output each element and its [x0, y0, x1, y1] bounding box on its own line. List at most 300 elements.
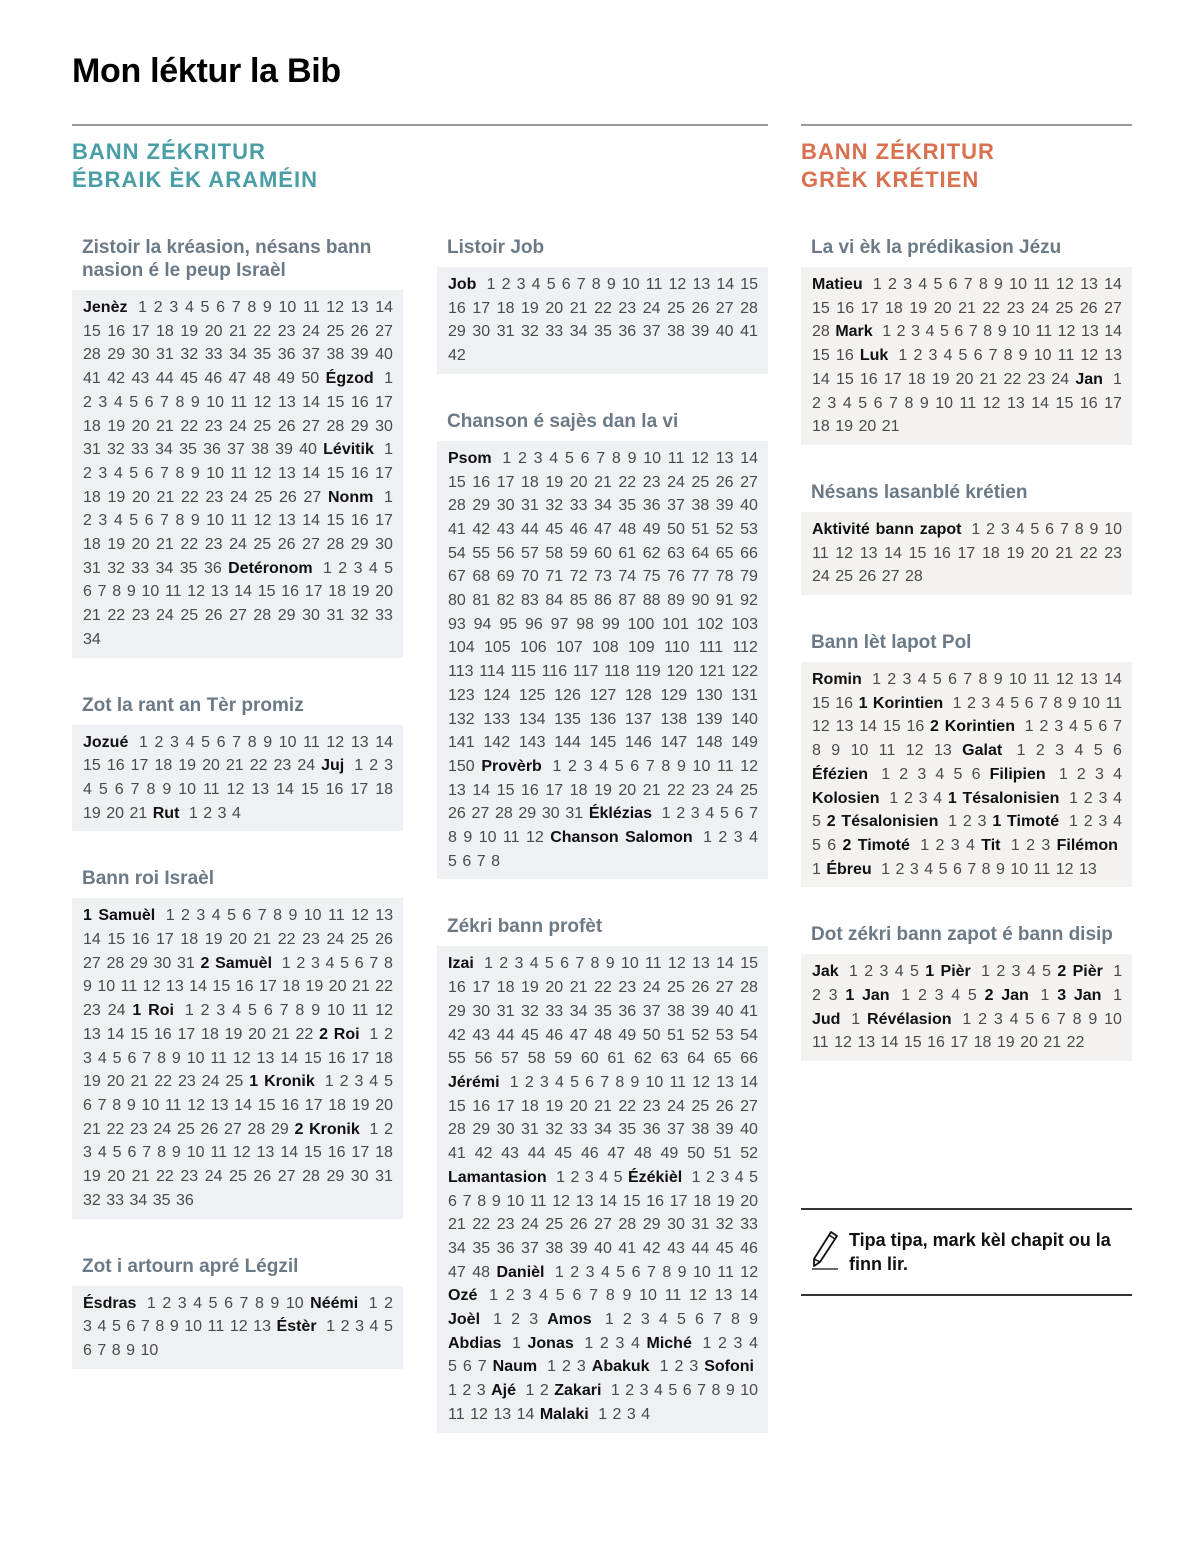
- chapter-number[interactable]: 89: [667, 592, 685, 610]
- chapter-number[interactable]: 46: [204, 370, 223, 388]
- chapter-number[interactable]: 5: [564, 449, 574, 467]
- chapter-number[interactable]: 1: [547, 1358, 557, 1376]
- chapter-number[interactable]: 41: [448, 520, 466, 538]
- chapter-number[interactable]: 124: [483, 686, 511, 704]
- chapter-number[interactable]: 17: [350, 780, 369, 798]
- chapter-number[interactable]: 8: [157, 1049, 166, 1067]
- chapter-number[interactable]: 17: [883, 370, 902, 388]
- chapter-number[interactable]: 13: [83, 1025, 101, 1043]
- chapter-number[interactable]: 82: [496, 592, 515, 610]
- chapter-number[interactable]: 16: [521, 781, 539, 799]
- chapter-number[interactable]: 1: [703, 829, 712, 847]
- chapter-number[interactable]: 6: [973, 347, 983, 365]
- chapter-number[interactable]: 23: [496, 1216, 515, 1234]
- chapter-number[interactable]: 41: [740, 1002, 758, 1020]
- chapter-number[interactable]: 122: [731, 663, 759, 681]
- chapter-number[interactable]: 21: [229, 322, 247, 340]
- chapter-number[interactable]: 24: [302, 322, 320, 340]
- chapter-number[interactable]: 17: [258, 978, 277, 996]
- chapter-number[interactable]: 7: [1038, 694, 1048, 712]
- chapter-number[interactable]: 19: [107, 488, 126, 506]
- chapter-number[interactable]: 4: [97, 1318, 107, 1336]
- chapter-number[interactable]: 6: [462, 1358, 472, 1376]
- chapter-number[interactable]: 5: [570, 1073, 579, 1091]
- chapter-number[interactable]: 11: [210, 1144, 227, 1162]
- chapter-number[interactable]: 23: [180, 1168, 199, 1186]
- chapter-number[interactable]: 5: [939, 323, 949, 341]
- chapter-number[interactable]: 29: [472, 1121, 491, 1139]
- chapter-number[interactable]: 4: [369, 1318, 379, 1336]
- chapter-number[interactable]: 2: [203, 804, 213, 822]
- chapter-number[interactable]: 11: [302, 299, 320, 316]
- chapter-number[interactable]: 22: [1003, 370, 1022, 388]
- chapter-number[interactable]: 34: [83, 630, 101, 648]
- chapter-number[interactable]: 39: [275, 441, 293, 459]
- chapter-number[interactable]: 18: [496, 299, 515, 317]
- chapter-number[interactable]: 20: [375, 583, 394, 601]
- chapter-number[interactable]: 8: [904, 394, 914, 412]
- chapter-number[interactable]: 12: [982, 394, 1001, 412]
- chapter-number[interactable]: 5: [227, 907, 236, 925]
- chapter-number[interactable]: 2: [888, 276, 897, 293]
- chapter-number[interactable]: 40: [715, 1002, 734, 1020]
- chapter-number[interactable]: 4: [842, 394, 852, 412]
- chapter-number[interactable]: 6: [448, 1192, 457, 1210]
- chapter-number[interactable]: 111: [698, 639, 724, 657]
- chapter-number[interactable]: 5: [1010, 694, 1020, 712]
- chapter-number[interactable]: 13: [1080, 323, 1099, 341]
- chapter-number[interactable]: 1: [188, 804, 198, 822]
- chapter-number[interactable]: 28: [448, 497, 466, 515]
- chapter-number[interactable]: 10: [740, 1382, 759, 1400]
- chapter-number[interactable]: 1: [369, 1025, 379, 1043]
- chapter-number[interactable]: 54: [448, 544, 466, 562]
- chapter-number[interactable]: 5: [1042, 963, 1052, 981]
- chapter-number[interactable]: 14: [375, 733, 394, 751]
- chapter-number[interactable]: 6: [1041, 1010, 1051, 1028]
- chapter-number[interactable]: 3: [639, 1382, 649, 1400]
- chapter-number[interactable]: 44: [527, 1145, 546, 1163]
- chapter-number[interactable]: 8: [247, 733, 257, 751]
- chapter-number[interactable]: 16: [835, 694, 854, 712]
- chapter-number[interactable]: 13: [277, 464, 296, 482]
- chapter-number[interactable]: 46: [545, 1026, 564, 1044]
- chapter-number[interactable]: 5: [448, 852, 457, 870]
- chapter-number[interactable]: 20: [132, 488, 150, 506]
- chapter-number[interactable]: 10: [186, 1049, 205, 1067]
- chapter-number[interactable]: 95: [499, 615, 518, 633]
- chapter-number[interactable]: 7: [160, 464, 169, 482]
- chapter-number[interactable]: 4: [193, 1294, 203, 1312]
- chapter-number[interactable]: 14: [375, 299, 394, 316]
- chapter-number[interactable]: 13: [716, 1073, 734, 1091]
- chapter-number[interactable]: 10: [1009, 276, 1027, 293]
- chapter-number[interactable]: 22: [180, 536, 199, 554]
- chapter-number[interactable]: 9: [622, 1287, 632, 1305]
- chapter-number[interactable]: 2: [1039, 718, 1049, 736]
- chapter-number[interactable]: 11: [664, 1287, 682, 1305]
- chapter-number[interactable]: 26: [277, 417, 296, 435]
- chapter-number[interactable]: 63: [667, 544, 685, 562]
- chapter-number[interactable]: 35: [152, 1191, 171, 1209]
- chapter-number[interactable]: 13: [277, 393, 296, 411]
- chapter-number[interactable]: 25: [225, 1073, 244, 1091]
- chapter-number[interactable]: 26: [715, 1097, 734, 1115]
- chapter-number[interactable]: 6: [1045, 520, 1055, 538]
- chapter-number[interactable]: 11: [717, 1263, 734, 1281]
- chapter-number[interactable]: 15: [130, 1025, 149, 1043]
- chapter-number[interactable]: 5: [967, 987, 977, 1005]
- chapter-number[interactable]: 9: [997, 323, 1007, 341]
- chapter-number[interactable]: 1: [448, 1382, 457, 1400]
- chapter-number[interactable]: 115: [510, 663, 536, 681]
- chapter-number[interactable]: 15: [83, 322, 101, 340]
- chapter-number[interactable]: 19: [521, 299, 539, 317]
- chapter-number[interactable]: 9: [126, 583, 136, 601]
- chapter-number[interactable]: 7: [257, 907, 267, 925]
- chapter-number[interactable]: 9: [606, 276, 616, 293]
- chapter-number[interactable]: 10: [140, 1341, 159, 1359]
- chapter-number[interactable]: 14: [234, 583, 253, 601]
- chapter-number[interactable]: 17: [669, 1192, 688, 1210]
- chapter-number[interactable]: 8: [590, 955, 600, 973]
- chapter-number[interactable]: 1: [493, 1311, 503, 1329]
- chapter-number[interactable]: 12: [1057, 323, 1076, 341]
- chapter-number[interactable]: 39: [691, 323, 710, 341]
- chapter-number[interactable]: 4: [925, 323, 935, 341]
- chapter-number[interactable]: 13: [493, 1405, 512, 1423]
- chapter-number[interactable]: 17: [304, 1096, 323, 1114]
- chapter-number[interactable]: 28: [247, 1120, 266, 1138]
- chapter-number[interactable]: 22: [249, 757, 268, 775]
- chapter-number[interactable]: 4: [1068, 718, 1078, 736]
- chapter-number[interactable]: 24: [153, 1120, 172, 1138]
- chapter-number[interactable]: 19: [178, 757, 197, 775]
- chapter-number[interactable]: 16: [350, 512, 369, 530]
- chapter-number[interactable]: 83: [521, 592, 539, 610]
- chapter-number[interactable]: 150: [448, 757, 475, 775]
- chapter-number[interactable]: 4: [1015, 520, 1025, 538]
- chapter-number[interactable]: 11: [1033, 276, 1050, 293]
- chapter-number[interactable]: 21: [156, 488, 175, 506]
- chapter-number[interactable]: 11: [645, 276, 663, 293]
- chapter-number[interactable]: 4: [1113, 789, 1122, 807]
- chapter-number[interactable]: 22: [618, 473, 637, 491]
- chapter-number[interactable]: 8: [112, 583, 122, 601]
- chapter-number[interactable]: 7: [963, 671, 973, 689]
- chapter-number[interactable]: 7: [239, 1294, 249, 1312]
- chapter-number[interactable]: 15: [448, 1097, 466, 1115]
- chapter-number[interactable]: 109: [628, 639, 655, 657]
- chapter-number[interactable]: 10: [645, 1073, 664, 1091]
- chapter-number[interactable]: 38: [545, 1239, 564, 1257]
- chapter-number[interactable]: 13: [692, 276, 711, 293]
- chapter-number[interactable]: 8: [615, 1073, 625, 1091]
- chapter-number[interactable]: 35: [618, 1121, 637, 1139]
- chapter-number[interactable]: 66: [740, 544, 758, 562]
- chapter-number[interactable]: 10: [141, 583, 160, 601]
- chapter-number[interactable]: 12: [834, 1034, 852, 1052]
- chapter-number[interactable]: 13: [256, 1049, 275, 1067]
- chapter-number[interactable]: 8: [111, 1341, 121, 1359]
- chapter-number[interactable]: 5: [1030, 520, 1040, 538]
- chapter-number[interactable]: 3: [690, 805, 700, 823]
- chapter-number[interactable]: 12: [905, 742, 924, 760]
- chapter-number[interactable]: 42: [642, 1239, 661, 1257]
- chapter-number[interactable]: 3: [1041, 836, 1051, 854]
- chapter-number[interactable]: 15: [304, 1144, 322, 1162]
- chapter-number[interactable]: 101: [662, 615, 689, 633]
- chapter-number[interactable]: 76: [667, 568, 685, 586]
- chapter-number[interactable]: 27: [302, 417, 320, 435]
- chapter-number[interactable]: 130: [695, 686, 723, 704]
- chapter-number[interactable]: 55: [448, 1050, 466, 1068]
- chapter-number[interactable]: 2: [718, 829, 728, 847]
- chapter-number[interactable]: 47: [607, 1145, 626, 1163]
- chapter-number[interactable]: 6: [83, 1341, 92, 1359]
- chapter-number[interactable]: 7: [279, 1002, 289, 1020]
- chapter-number[interactable]: 23: [618, 979, 637, 997]
- chapter-number[interactable]: 24: [521, 1216, 539, 1234]
- chapter-number[interactable]: 21: [958, 299, 976, 317]
- chapter-number[interactable]: 10: [1012, 323, 1030, 341]
- chapter-number[interactable]: 10: [303, 907, 322, 925]
- chapter-number[interactable]: 33: [375, 607, 393, 625]
- chapter-number[interactable]: 9: [725, 1382, 735, 1400]
- chapter-number[interactable]: 99: [601, 615, 620, 633]
- chapter-number[interactable]: 16: [235, 978, 254, 996]
- chapter-number[interactable]: 2: [812, 987, 821, 1005]
- chapter-number[interactable]: 2: [296, 954, 306, 972]
- chapter-number[interactable]: 1: [1068, 813, 1078, 831]
- chapter-number[interactable]: 60: [594, 544, 612, 562]
- chapter-number[interactable]: 6: [144, 512, 154, 530]
- chapter-number[interactable]: 1: [1010, 836, 1020, 854]
- chapter-number[interactable]: 6: [572, 1287, 582, 1305]
- chapter-number[interactable]: 4: [933, 789, 943, 807]
- chapter-number[interactable]: 32: [107, 441, 125, 459]
- chapter-number[interactable]: 44: [691, 1239, 710, 1257]
- chapter-number[interactable]: 29: [107, 346, 126, 364]
- chapter-number[interactable]: 48: [594, 1026, 612, 1044]
- chapter-number[interactable]: 5: [384, 1073, 394, 1091]
- chapter-number[interactable]: 5: [208, 1294, 218, 1312]
- chapter-number[interactable]: 12: [326, 733, 345, 751]
- chapter-number[interactable]: 4: [549, 449, 559, 467]
- chapter-number[interactable]: 42: [448, 1026, 466, 1044]
- chapter-number[interactable]: 6: [631, 1263, 641, 1281]
- chapter-number[interactable]: 13: [256, 1144, 275, 1162]
- chapter-number[interactable]: 22: [375, 978, 393, 996]
- chapter-number[interactable]: 56: [474, 1050, 493, 1068]
- chapter-number[interactable]: 1: [146, 1294, 156, 1312]
- chapter-number[interactable]: 39: [350, 346, 369, 364]
- chapter-number[interactable]: 19: [594, 781, 612, 799]
- chapter-number[interactable]: 19: [521, 979, 539, 997]
- chapter-number[interactable]: 22: [594, 979, 612, 997]
- chapter-number[interactable]: 13: [692, 955, 710, 973]
- chapter-number[interactable]: 2: [83, 512, 92, 530]
- chapter-number[interactable]: 11: [448, 1405, 465, 1423]
- chapter-number[interactable]: 23: [691, 781, 710, 799]
- chapter-number[interactable]: 43: [496, 520, 515, 538]
- chapter-number[interactable]: 79: [740, 568, 758, 586]
- chapter-number[interactable]: 32: [545, 1121, 564, 1139]
- chapter-number[interactable]: 3: [170, 733, 179, 751]
- chapter-number[interactable]: 4: [1074, 742, 1084, 760]
- chapter-number[interactable]: 18: [156, 322, 174, 340]
- chapter-number[interactable]: 14: [1104, 276, 1122, 293]
- chapter-number[interactable]: 13: [835, 718, 854, 736]
- chapter-number[interactable]: 6: [560, 955, 570, 973]
- chapter-number[interactable]: 5: [248, 1002, 257, 1020]
- chapter-number[interactable]: 4: [113, 393, 123, 411]
- chapter-number[interactable]: 29: [448, 323, 466, 341]
- chapter-number[interactable]: 15: [496, 781, 515, 799]
- chapter-number[interactable]: 1: [384, 370, 394, 388]
- chapter-number[interactable]: 9: [263, 733, 273, 751]
- chapter-number[interactable]: 35: [594, 1002, 612, 1020]
- chapter-number[interactable]: 9: [190, 464, 200, 482]
- chapter-number[interactable]: 27: [740, 473, 758, 491]
- chapter-number[interactable]: 12: [226, 780, 245, 798]
- chapter-number[interactable]: 4: [113, 464, 123, 482]
- chapter-number[interactable]: 31: [375, 1168, 393, 1186]
- chapter-number[interactable]: 14: [740, 449, 759, 467]
- chapter-number[interactable]: 27: [715, 979, 734, 997]
- chapter-number[interactable]: 35: [618, 497, 637, 515]
- chapter-number[interactable]: 7: [749, 805, 759, 823]
- chapter-number[interactable]: 25: [229, 1168, 247, 1186]
- chapter-number[interactable]: 22: [181, 488, 199, 506]
- chapter-number[interactable]: 12: [253, 393, 272, 411]
- chapter-number[interactable]: 44: [521, 520, 539, 538]
- chapter-number[interactable]: 11: [230, 512, 248, 530]
- chapter-number[interactable]: 12: [812, 718, 830, 736]
- chapter-number[interactable]: 10: [935, 394, 954, 412]
- chapter-number[interactable]: 1: [1113, 370, 1122, 388]
- chapter-number[interactable]: 1: [1058, 765, 1068, 783]
- chapter-number[interactable]: 133: [483, 710, 511, 728]
- chapter-number[interactable]: 5: [616, 1263, 626, 1281]
- chapter-number[interactable]: 8: [491, 852, 500, 870]
- chapter-number[interactable]: 7: [462, 1192, 472, 1210]
- chapter-number[interactable]: 4: [113, 512, 123, 530]
- chapter-number[interactable]: 20: [204, 322, 223, 340]
- chapter-number[interactable]: 6: [580, 449, 590, 467]
- chapter-number[interactable]: 25: [1055, 299, 1074, 317]
- chapter-number[interactable]: 16: [350, 393, 369, 411]
- chapter-number[interactable]: 5: [812, 836, 821, 854]
- chapter-number[interactable]: 18: [693, 1192, 712, 1210]
- chapter-number[interactable]: 4: [369, 1073, 379, 1091]
- chapter-number[interactable]: 10: [1104, 1010, 1122, 1028]
- chapter-number[interactable]: 5: [112, 1144, 122, 1162]
- chapter-number[interactable]: 4: [995, 694, 1005, 712]
- chapter-number[interactable]: 1: [584, 1334, 594, 1352]
- chapter-number[interactable]: 18: [885, 299, 903, 317]
- chapter-number[interactable]: 15: [300, 780, 319, 798]
- chapter-number[interactable]: 17: [375, 512, 393, 530]
- chapter-number[interactable]: 37: [302, 346, 320, 364]
- chapter-number[interactable]: 1: [384, 488, 393, 506]
- chapter-number[interactable]: 23: [618, 299, 637, 317]
- chapter-number[interactable]: 49: [618, 1026, 637, 1044]
- chapter-number[interactable]: 23: [1027, 370, 1046, 388]
- chapter-number[interactable]: 116: [541, 663, 568, 681]
- chapter-number[interactable]: 4: [734, 1168, 744, 1186]
- chapter-number[interactable]: 3: [733, 829, 743, 847]
- chapter-number[interactable]: 4: [368, 559, 378, 577]
- chapter-number[interactable]: 59: [569, 544, 588, 562]
- chapter-number[interactable]: 36: [277, 346, 296, 364]
- chapter-number[interactable]: 9: [993, 671, 1003, 689]
- chapter-number[interactable]: 21: [594, 1097, 612, 1115]
- chapter-number[interactable]: 22: [156, 1168, 174, 1186]
- chapter-number[interactable]: 1: [184, 1002, 194, 1020]
- chapter-number[interactable]: 32: [521, 323, 539, 341]
- chapter-number[interactable]: 25: [177, 1120, 195, 1138]
- chapter-number[interactable]: 2: [384, 1294, 394, 1312]
- chapter-number[interactable]: 24: [297, 757, 316, 775]
- chapter-number[interactable]: 11: [667, 449, 685, 467]
- chapter-number[interactable]: 2: [962, 813, 972, 831]
- chapter-number[interactable]: 12: [187, 1096, 206, 1114]
- chapter-number[interactable]: 11: [164, 1096, 182, 1114]
- chapter-number[interactable]: 3: [98, 464, 108, 482]
- chapter-number[interactable]: 16: [327, 1049, 346, 1067]
- chapter-number[interactable]: 86: [594, 592, 612, 610]
- chapter-number[interactable]: 5: [614, 757, 624, 775]
- chapter-number[interactable]: 1: [659, 1358, 669, 1376]
- chapter-number[interactable]: 51: [667, 1026, 685, 1044]
- chapter-number[interactable]: 3: [83, 1049, 92, 1067]
- chapter-number[interactable]: 14: [276, 780, 294, 798]
- chapter-number[interactable]: 2: [570, 1263, 580, 1281]
- chapter-number[interactable]: 19: [83, 804, 101, 822]
- chapter-number[interactable]: 8: [157, 1144, 166, 1162]
- chapter-number[interactable]: 3: [583, 757, 593, 775]
- chapter-number[interactable]: 2: [1083, 789, 1093, 807]
- chapter-number[interactable]: 15: [740, 276, 759, 293]
- chapter-number[interactable]: 29: [642, 1216, 661, 1234]
- chapter-number[interactable]: 4: [951, 987, 961, 1005]
- chapter-number[interactable]: 12: [1056, 276, 1074, 293]
- chapter-number[interactable]: 13: [857, 1034, 876, 1052]
- chapter-number[interactable]: 21: [225, 757, 244, 775]
- chapter-number[interactable]: 8: [978, 671, 988, 689]
- chapter-number[interactable]: 32: [715, 1216, 734, 1234]
- chapter-number[interactable]: 26: [375, 931, 393, 949]
- chapter-number[interactable]: 69: [496, 568, 515, 586]
- chapter-number[interactable]: 17: [351, 1144, 370, 1162]
- chapter-number[interactable]: 11: [328, 907, 345, 925]
- chapter-number[interactable]: 4: [894, 963, 904, 981]
- chapter-number[interactable]: 7: [160, 512, 169, 530]
- chapter-number[interactable]: 47: [569, 1026, 588, 1044]
- chapter-number[interactable]: 45: [521, 1026, 539, 1044]
- chapter-number[interactable]: 3: [169, 299, 179, 316]
- chapter-number[interactable]: 12: [253, 512, 272, 530]
- chapter-number[interactable]: 12: [552, 1192, 571, 1210]
- chapter-number[interactable]: 1: [661, 805, 671, 823]
- chapter-number[interactable]: 7: [575, 955, 585, 973]
- chapter-number[interactable]: 35: [179, 559, 198, 577]
- chapter-number[interactable]: 1: [322, 559, 332, 577]
- chapter-number[interactable]: 2: [369, 757, 379, 775]
- chapter-number[interactable]: 19: [931, 370, 950, 388]
- chapter-number[interactable]: 6: [114, 780, 124, 798]
